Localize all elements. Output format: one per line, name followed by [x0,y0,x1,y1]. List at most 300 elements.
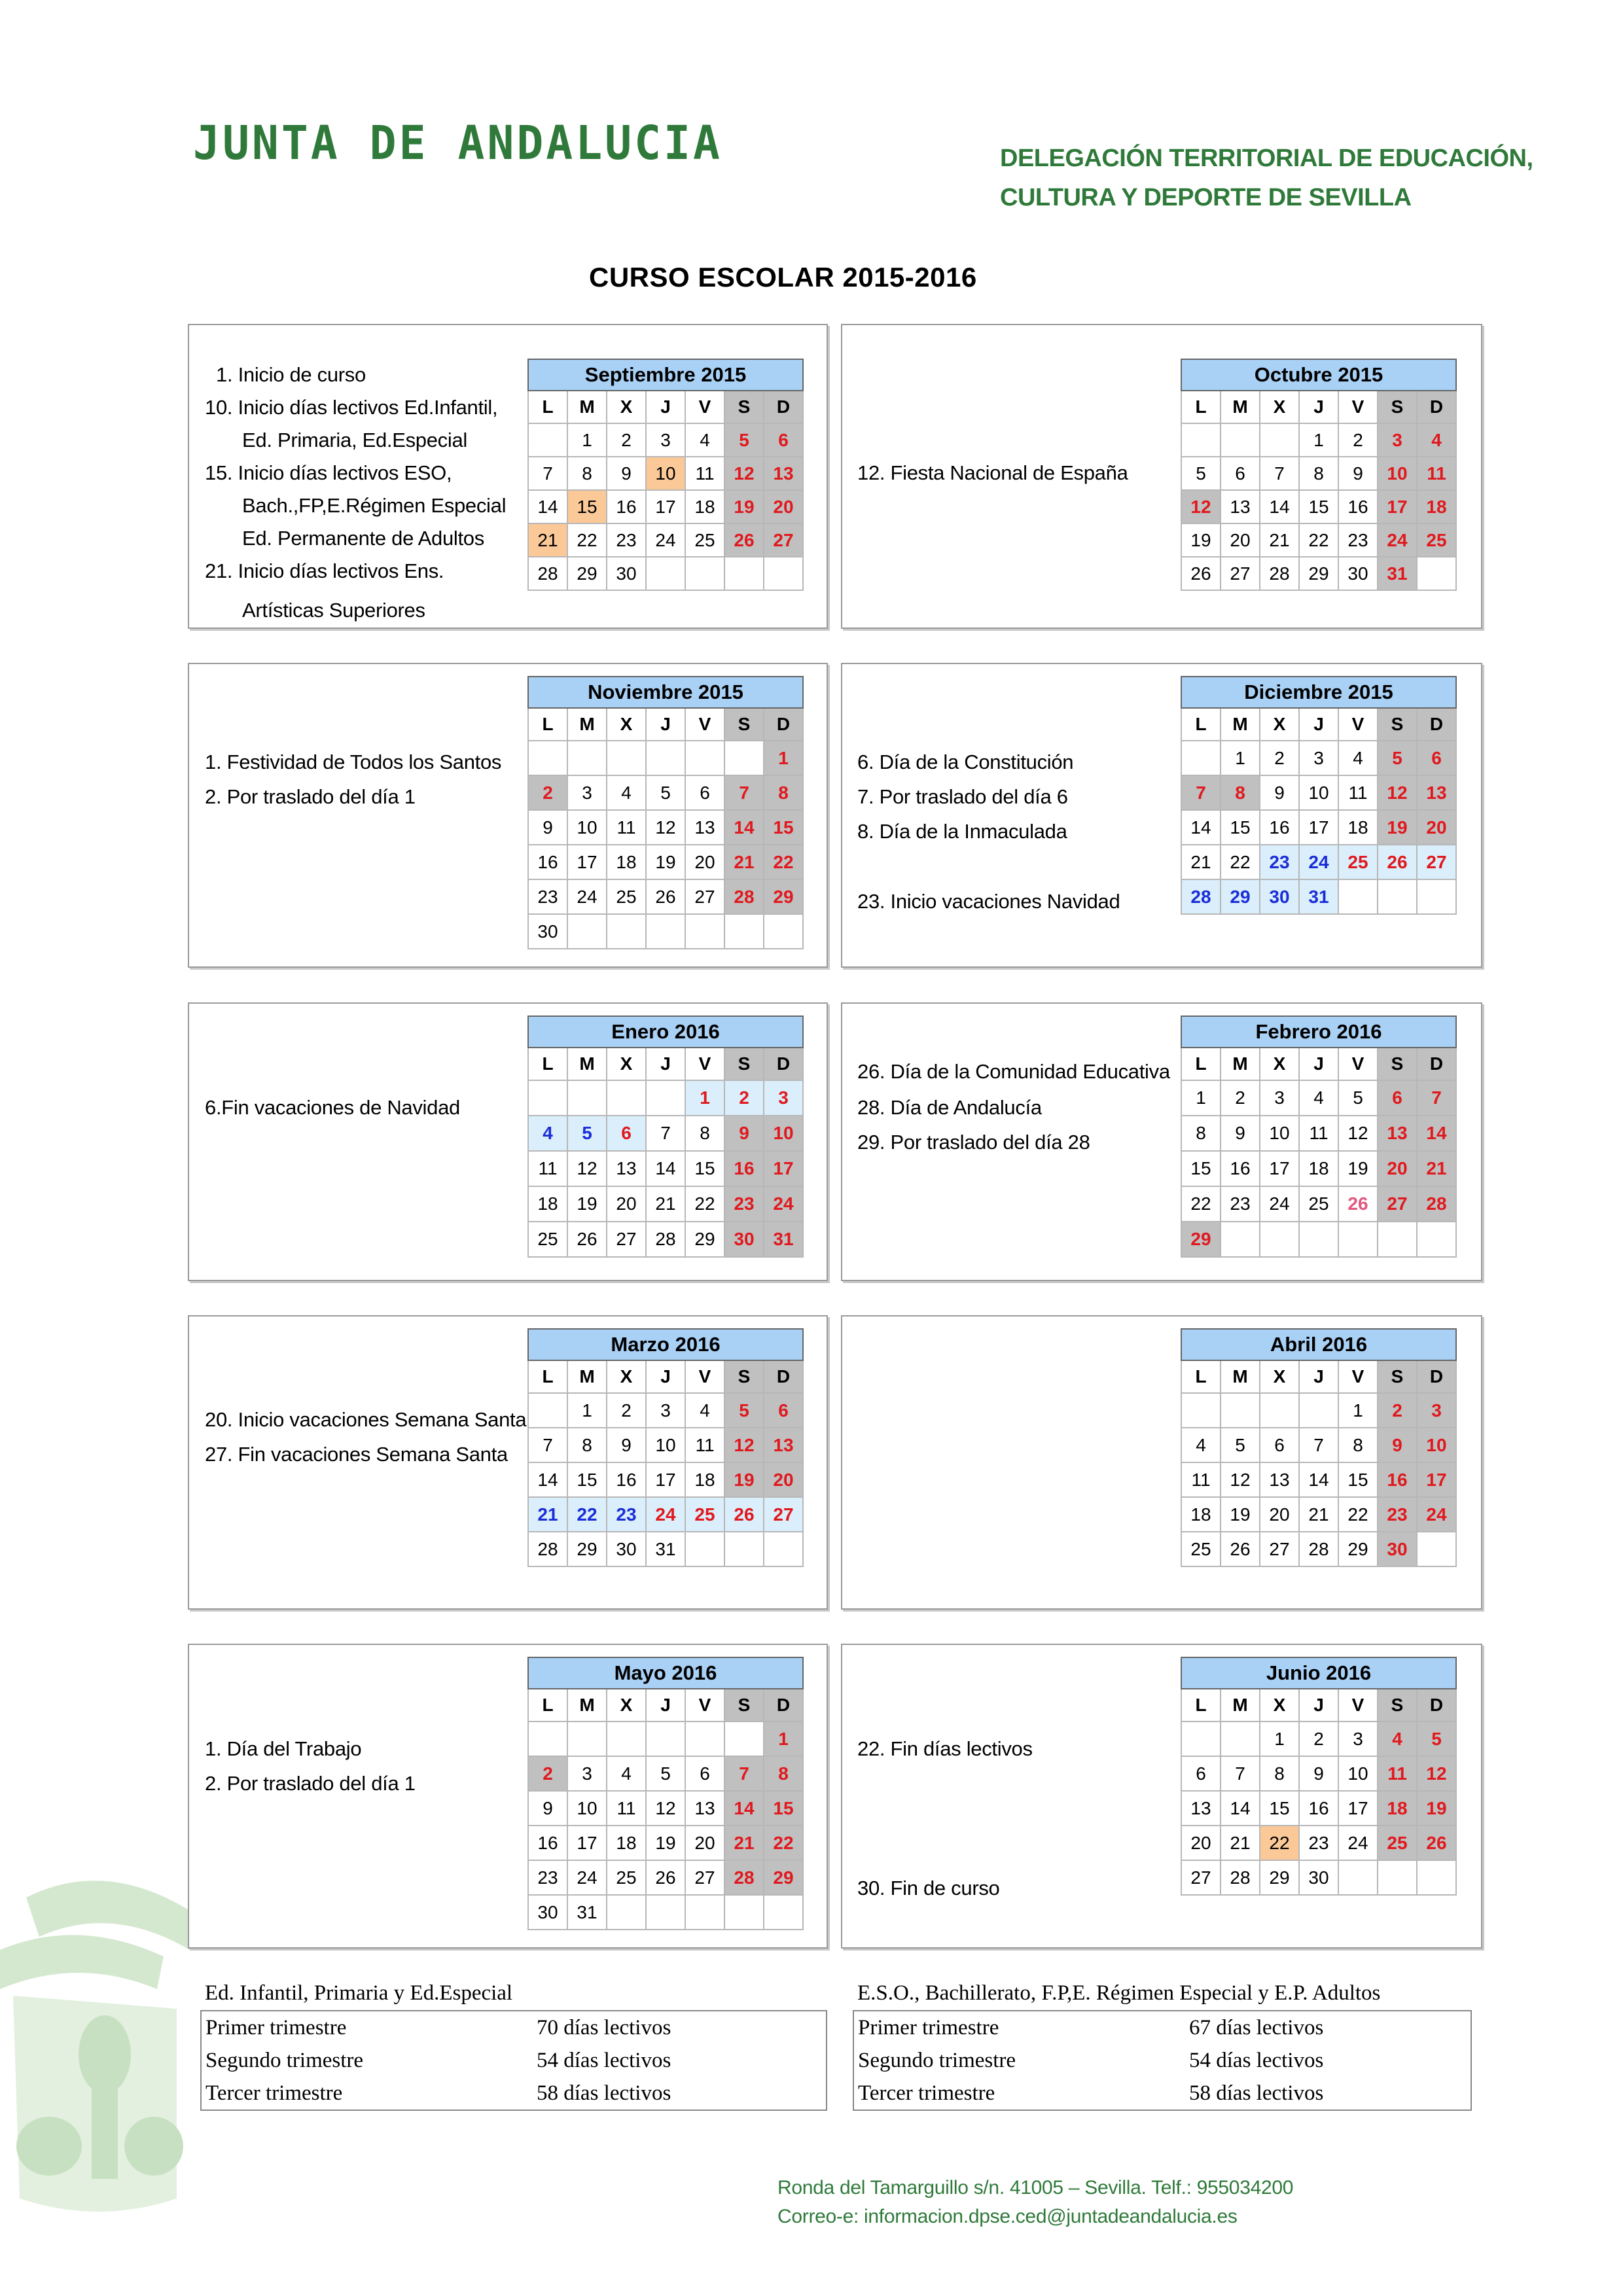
day-cell: 13 [1260,1462,1299,1497]
day-cell: 18 [1338,810,1378,845]
day-cell: 9 [1221,1116,1260,1151]
day-cell [528,423,567,457]
day-cell: 23 [607,1497,646,1532]
day-cell: 26 [724,1497,764,1532]
note-may-2: 2. Por traslado del día 1 [205,1772,416,1795]
day-cell: 14 [528,1462,567,1497]
day-cell: 18 [1181,1497,1221,1532]
day-cell: 14 [724,1791,764,1826]
note-dic-3: 8. Día de la Inmaculada [857,820,1067,843]
weekday-header: X [607,391,646,423]
day-cell: 11 [685,457,724,490]
table-row [201,2077,827,2110]
day-cell: 29 [1221,879,1260,914]
day-cell: 18 [685,1462,724,1497]
delegacion-line2: CULTURA Y DEPORTE DE SEVILLA [1000,184,1412,211]
day-cell: 11 [607,810,646,845]
weekday-header: D [1417,1360,1456,1393]
day-cell: 16 [1221,1151,1260,1186]
day-cell: 24 [1299,845,1338,879]
month-title: Diciembre 2015 [1181,677,1456,708]
day-cell: 12 [646,810,685,845]
day-cell: 21 [1260,523,1299,557]
day-cell: 12 [1338,1116,1378,1151]
weekday-header: S [1378,708,1417,741]
day-cell [1260,1222,1299,1257]
weekday-header: L [1181,391,1221,423]
weekday-header: M [567,391,607,423]
day-cell: 11 [1338,775,1378,810]
day-cell [724,1895,764,1930]
day-cell: 3 [764,1080,803,1116]
day-cell: 1 [764,741,803,775]
day-cell: 25 [1299,1186,1338,1222]
day-cell: 25 [607,879,646,914]
day-cell: 8 [1181,1116,1221,1151]
day-cell: 24 [1260,1186,1299,1222]
day-cell: 24 [567,1860,607,1895]
day-cell: 29 [1299,557,1338,590]
day-cell [1299,1222,1338,1257]
day-cell: 15 [1338,1462,1378,1497]
day-cell [607,914,646,949]
day-cell: 17 [1378,490,1417,523]
day-cell [528,1393,567,1428]
day-cell: 12 [567,1151,607,1186]
day-cell [724,741,764,775]
weekday-header: D [764,1689,803,1722]
weekday-header: L [528,708,567,741]
day-cell: 4 [685,423,724,457]
day-cell: 20 [1260,1497,1299,1532]
day-cell: 26 [567,1222,607,1257]
day-cell: 1 [685,1080,724,1116]
day-cell: 24 [1338,1826,1378,1860]
day-cell: 16 [724,1151,764,1186]
day-cell: 23 [1221,1186,1260,1222]
day-cell: 6 [1181,1756,1221,1791]
day-cell: 12 [724,1428,764,1462]
day-cell: 7 [646,1116,685,1151]
day-cell: 8 [1221,775,1260,810]
day-cell: 26 [1221,1532,1260,1566]
month-title: Junio 2016 [1181,1657,1456,1689]
day-cell: 7 [528,457,567,490]
day-cell: 5 [646,775,685,810]
day-cell: 3 [567,775,607,810]
day-cell [764,1532,803,1566]
day-cell: 15 [567,1462,607,1497]
day-cell: 3 [1378,423,1417,457]
day-cell: 20 [764,1462,803,1497]
day-cell: 12 [1378,775,1417,810]
day-cell: 22 [1181,1186,1221,1222]
day-cell: 25 [685,523,724,557]
summary-cell: 58 días lectivos [537,2081,671,2105]
day-cell: 29 [567,1532,607,1566]
day-cell [724,557,764,590]
weekday-header: X [607,1048,646,1080]
day-cell [724,914,764,949]
day-cell: 1 [567,1393,607,1428]
day-cell: 16 [1338,490,1378,523]
day-cell: 30 [1338,557,1378,590]
day-cell [1417,1222,1456,1257]
day-cell [1338,879,1378,914]
day-cell: 20 [685,1826,724,1860]
day-cell: 25 [1338,845,1378,879]
weekday-header: V [685,391,724,423]
day-cell: 1 [1181,1080,1221,1116]
day-cell [646,557,685,590]
weekday-header: M [567,1360,607,1393]
weekday-header: D [764,1048,803,1080]
day-cell: 2 [1338,423,1378,457]
day-cell: 28 [724,1860,764,1895]
day-cell: 8 [1299,457,1338,490]
day-cell: 11 [1181,1462,1221,1497]
weekday-header: V [685,1048,724,1080]
weekday-header: D [1417,708,1456,741]
day-cell: 6 [685,775,724,810]
note-sep-6: Ed. Permanente de Adultos [242,527,484,550]
weekday-header: M [1221,708,1260,741]
day-cell: 20 [1181,1826,1221,1860]
day-cell: 2 [724,1080,764,1116]
day-cell: 25 [1181,1532,1221,1566]
note-mar-2: 27. Fin vacaciones Semana Santa [205,1443,508,1466]
note-dic-4: 23. Inicio vacaciones Navidad [857,890,1120,913]
day-cell: 21 [1181,845,1221,879]
weekday-header: M [567,708,607,741]
day-cell: 4 [1299,1080,1338,1116]
day-cell: 7 [1181,775,1221,810]
day-cell: 18 [1299,1151,1338,1186]
day-cell: 22 [1260,1826,1299,1860]
weekday-header: J [1299,1048,1338,1080]
day-cell: 16 [528,845,567,879]
day-cell: 1 [1260,1722,1299,1756]
day-cell: 19 [724,1462,764,1497]
day-cell: 10 [1260,1116,1299,1151]
day-cell: 12 [724,457,764,490]
day-cell: 23 [1260,845,1299,879]
day-cell [685,1722,724,1756]
day-cell: 9 [1378,1428,1417,1462]
day-cell [764,914,803,949]
day-cell: 21 [528,523,567,557]
day-cell: 17 [1299,810,1338,845]
junta-logo: JUNTA DE ANDALUCIA [193,116,722,171]
day-cell: 2 [1221,1080,1260,1116]
day-cell: 29 [764,879,803,914]
note-sep-3: Ed. Primaria, Ed.Especial [242,429,467,451]
day-cell [764,1895,803,1930]
day-cell: 11 [1417,457,1456,490]
day-cell: 21 [1299,1497,1338,1532]
month-title: Abril 2016 [1181,1329,1456,1360]
day-cell: 31 [764,1222,803,1257]
day-cell: 15 [685,1151,724,1186]
day-cell: 28 [1299,1532,1338,1566]
weekday-header: M [1221,1048,1260,1080]
day-cell: 21 [1221,1826,1260,1860]
day-cell: 7 [1221,1756,1260,1791]
day-cell: 15 [1181,1151,1221,1186]
day-cell: 31 [1378,557,1417,590]
day-cell [607,1722,646,1756]
day-cell: 4 [1181,1428,1221,1462]
note-may-1: 1. Día del Trabajo [205,1737,362,1760]
weekday-header: X [1260,708,1299,741]
day-cell: 26 [1378,845,1417,879]
weekday-header: S [724,1360,764,1393]
day-cell: 14 [1181,810,1221,845]
weekday-header: L [1181,1360,1221,1393]
day-cell: 31 [646,1532,685,1566]
day-cell [567,1080,607,1116]
summary-left-table [200,2010,827,2111]
table-row [853,2044,1471,2077]
day-cell: 2 [607,1393,646,1428]
day-cell: 22 [685,1186,724,1222]
day-cell: 15 [1299,490,1338,523]
day-cell: 23 [607,523,646,557]
day-cell: 2 [1260,741,1299,775]
weekday-header: V [1338,1360,1378,1393]
month-title: Enero 2016 [528,1016,803,1048]
day-cell: 17 [646,1462,685,1497]
month-title: Marzo 2016 [528,1329,803,1360]
day-cell: 5 [1221,1428,1260,1462]
day-cell [1299,1393,1338,1428]
day-cell: 3 [646,1393,685,1428]
day-cell: 17 [1417,1462,1456,1497]
weekday-header: L [528,1689,567,1722]
day-cell [646,1895,685,1930]
summary-cell: 54 días lectivos [1189,2048,1324,2072]
note-feb-1: 26. Día de la Comunidad Educativa [857,1060,1170,1083]
day-cell [1260,423,1299,457]
day-cell: 18 [685,490,724,523]
day-cell: 13 [1378,1116,1417,1151]
weekday-header: L [528,391,567,423]
footer-contact [777,2174,1293,2231]
day-cell: 13 [1181,1791,1221,1826]
day-cell [764,557,803,590]
day-cell: 7 [1260,457,1299,490]
calendar-junio [1181,1657,1457,1896]
day-cell: 23 [1378,1497,1417,1532]
day-cell: 3 [646,423,685,457]
day-cell: 17 [646,490,685,523]
note-oct-1: 12. Fiesta Nacional de España [857,461,1128,484]
day-cell: 22 [1299,523,1338,557]
day-cell: 7 [1417,1080,1456,1116]
day-cell [1378,879,1417,914]
day-cell: 11 [1299,1116,1338,1151]
day-cell [607,1895,646,1930]
day-cell [1221,1722,1260,1756]
day-cell: 8 [764,1756,803,1791]
day-cell: 17 [764,1151,803,1186]
day-cell: 26 [724,523,764,557]
day-cell: 16 [1260,810,1299,845]
day-cell: 24 [1378,523,1417,557]
day-cell: 24 [764,1186,803,1222]
day-cell: 13 [764,457,803,490]
day-cell: 9 [607,1428,646,1462]
day-cell: 28 [1260,557,1299,590]
day-cell: 2 [1299,1722,1338,1756]
day-cell: 16 [1299,1791,1338,1826]
day-cell: 12 [1221,1462,1260,1497]
day-cell: 30 [528,1895,567,1930]
day-cell: 4 [528,1116,567,1151]
day-cell: 28 [724,879,764,914]
day-cell [607,1080,646,1116]
weekday-header: X [607,708,646,741]
day-cell: 5 [567,1116,607,1151]
note-jun-2: 30. Fin de curso [857,1877,1000,1899]
weekday-header: J [1299,391,1338,423]
day-cell [1221,1393,1260,1428]
weekday-header: X [1260,391,1299,423]
day-cell: 19 [567,1186,607,1222]
weekday-header: L [1181,1689,1221,1722]
day-cell: 1 [1299,423,1338,457]
weekday-header: J [646,391,685,423]
day-cell: 14 [528,490,567,523]
day-cell: 9 [528,810,567,845]
day-cell [1221,423,1260,457]
weekday-header: M [1221,1360,1260,1393]
day-cell: 23 [1338,523,1378,557]
day-cell: 16 [1378,1462,1417,1497]
day-cell: 12 [646,1791,685,1826]
day-cell: 6 [764,423,803,457]
day-cell: 22 [1221,845,1260,879]
day-cell: 19 [1338,1151,1378,1186]
day-cell: 26 [1181,557,1221,590]
day-cell: 23 [528,1860,567,1895]
weekday-header: X [1260,1360,1299,1393]
day-cell: 4 [607,775,646,810]
day-cell: 28 [1221,1860,1260,1895]
day-cell: 20 [764,490,803,523]
calendar-septiembre [527,359,804,591]
day-cell: 10 [1299,775,1338,810]
weekday-header: S [1378,1048,1417,1080]
day-cell: 19 [646,845,685,879]
day-cell: 12 [1417,1756,1456,1791]
summary-cell: Segundo trimestre [858,2048,1016,2072]
day-cell: 27 [764,523,803,557]
day-cell: 7 [724,775,764,810]
day-cell: 6 [1378,1080,1417,1116]
day-cell [528,1722,567,1756]
weekday-header: X [607,1689,646,1722]
weekday-header: S [724,708,764,741]
day-cell: 29 [685,1222,724,1257]
note-sep-5: Bach.,FP,E.Régimen Especial [242,494,507,517]
day-cell: 16 [607,490,646,523]
day-cell: 4 [607,1756,646,1791]
day-cell: 28 [1181,879,1221,914]
day-cell [607,741,646,775]
day-cell: 4 [1338,741,1378,775]
table-row [853,2011,1471,2044]
day-cell: 21 [724,845,764,879]
day-cell: 22 [764,845,803,879]
page-title: CURSO ESCOLAR 2015-2016 [589,262,977,292]
day-cell: 27 [1181,1860,1221,1895]
month-title: Noviembre 2015 [528,677,803,708]
weekday-header: J [646,1048,685,1080]
day-cell: 21 [528,1497,567,1532]
day-cell: 27 [685,1860,724,1895]
day-cell: 4 [685,1393,724,1428]
summary-cell: Tercer trimestre [205,2081,343,2105]
day-cell [646,1080,685,1116]
weekday-header: S [1378,391,1417,423]
day-cell: 11 [1378,1756,1417,1791]
weekday-header: D [1417,1689,1456,1722]
note-sep-7: 21. Inicio días lectivos Ens. [205,559,444,582]
footer-address: Ronda del Tamarguillo s/n. 41005 – Sevilla. Telf.: 955034200 [777,2177,1294,2199]
day-cell: 3 [1417,1393,1456,1428]
calendar-octubre [1181,359,1457,591]
day-cell: 27 [1378,1186,1417,1222]
note-dic-2: 7. Por traslado del día 6 [857,785,1068,808]
day-cell: 3 [567,1756,607,1791]
day-cell: 28 [1417,1186,1456,1222]
day-cell: 29 [1181,1222,1221,1257]
day-cell: 17 [1260,1151,1299,1186]
day-cell: 10 [567,810,607,845]
day-cell: 14 [1299,1462,1338,1497]
day-cell: 13 [764,1428,803,1462]
day-cell: 29 [1338,1532,1378,1566]
day-cell: 18 [1417,490,1456,523]
day-cell: 20 [685,845,724,879]
day-cell [1417,1532,1456,1566]
summary-cell: 70 días lectivos [537,2015,671,2040]
weekday-header: V [685,708,724,741]
day-cell: 10 [1338,1756,1378,1791]
weekday-header: L [528,1360,567,1393]
day-cell: 29 [1260,1860,1299,1895]
weekday-header: S [724,391,764,423]
day-cell: 9 [1260,775,1299,810]
day-cell: 27 [1417,845,1456,879]
day-cell: 27 [1260,1532,1299,1566]
day-cell [528,741,567,775]
day-cell: 18 [607,845,646,879]
day-cell: 4 [1417,423,1456,457]
day-cell: 30 [528,914,567,949]
note-jun-1: 22. Fin días lectivos [857,1737,1033,1760]
weekday-header: D [764,391,803,423]
weekday-header: J [646,1360,685,1393]
day-cell: 26 [646,1860,685,1895]
day-cell [528,1080,567,1116]
weekday-header: X [607,1360,646,1393]
day-cell: 21 [1417,1151,1456,1186]
day-cell [685,1532,724,1566]
day-cell: 1 [1338,1393,1378,1428]
note-nov-2: 2. Por traslado del día 1 [205,785,416,808]
